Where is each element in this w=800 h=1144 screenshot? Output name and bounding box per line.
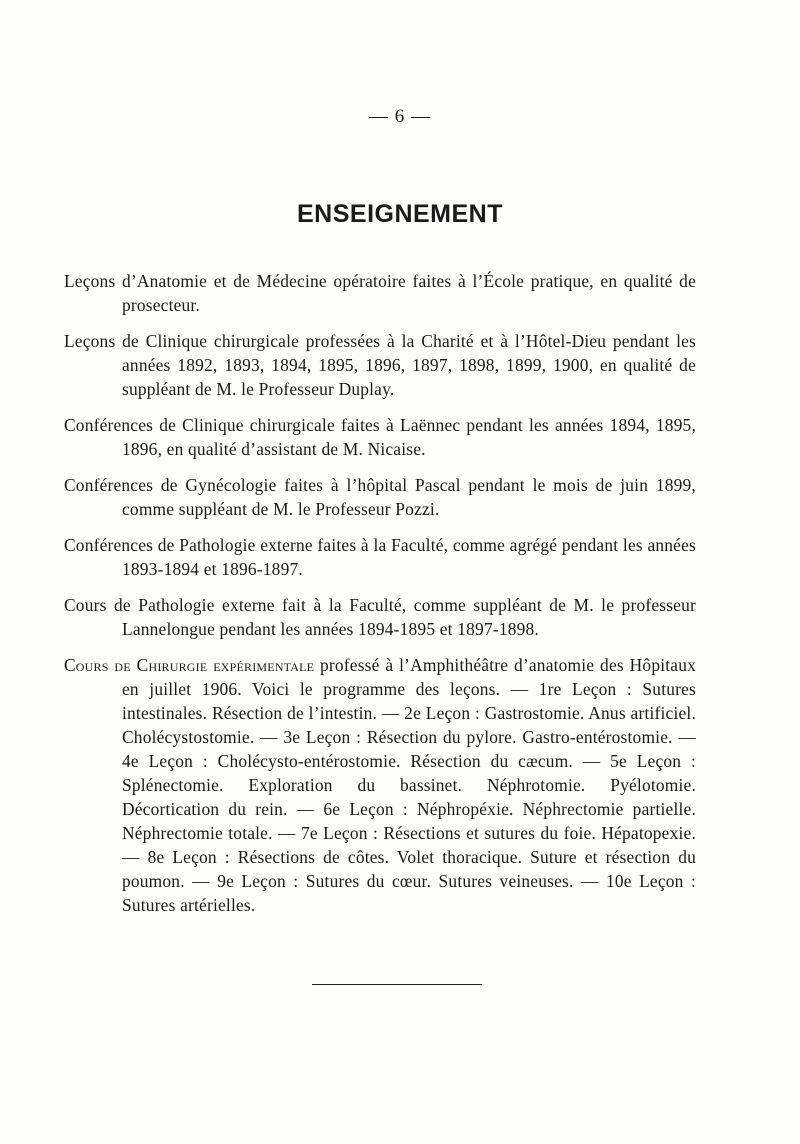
entry-laennec-conferences: Conférences de Clinique chirurgicale faites à Laënnec pendant les années 1894, 1895, 1896, en qualité d’assistant de M. Nicaise. [64, 415, 696, 459]
teaching-entries [64, 269, 696, 929]
entry-pathology-course: Cours de Pathologie externe fait à la Faculté, comme suppléant de M. le professeur Lannelongue pendant les années 1894-1895 et 1897-1898. [64, 595, 696, 639]
entry-experimental-surgery-course [64, 653, 696, 917]
end-rule [312, 984, 482, 985]
course-body: professé à l’Amphithéâtre d’anatomie des Hôpitaux en juillet 1906. Voici le programme des leçons. — 1re Leçon : Sutures intestinales. Résection de l’intestin. — 2e Leçon : Gastrostomie. Anus artificiel. Cholécystostomie. — 3e Leçon : Résection du pylore. Gastro-entérostomie. — 4e Leçon : Cholécysto-entérostomie. Résection du cæcum. — 5e Leçon : Splénectomie. Exploration du bassinet. Néphrotomie. Pyélotomie. Décortication du rein. — 6e Leçon : Néphropéxie. Néphrectomie partielle. Néphrectomie totale. — 7e Leçon : Résections et sutures du foie. Hépatopexie. — 8e Leçon : Résections de côtes. Volet thoracique. Suture et résection du poumon. — 9e Leçon : Sutures du cœur. Sutures veineuses. — 10e Leçon : Sutures artérielles. [122, 655, 696, 915]
course-title: Cours de Chirurgie expérimentale [64, 655, 315, 675]
entry-gynecology-conferences: Conférences de Gynécologie faites à l’hôpital Pascal pendant le mois de juin 1899, comme suppléant de M. le Professeur Pozzi. [64, 475, 696, 519]
entry-clinical-surgery-lessons: Leçons de Clinique chirurgicale professées à la Charité et à l’Hôtel-Dieu pendant les années 1892, 1893, 1894, 1895, 1896, 1897, 1898, 1899, 1900, en qualité de suppléant de M. le Professeur Duplay. [64, 331, 696, 399]
section-heading: ENSEIGNEMENT [296, 200, 504, 228]
page-number: — 6 — [369, 106, 431, 127]
entry-pathology-conferences: Conférences de Pathologie externe faites à la Faculté, comme agrégé pendant les années 1893-1894 et 1896-1897. [64, 535, 696, 579]
entry-anatomy-lessons: Leçons d’Anatomie et de Médecine opératoire faites à l’École pratique, en qualité de prosecteur. [64, 271, 696, 315]
